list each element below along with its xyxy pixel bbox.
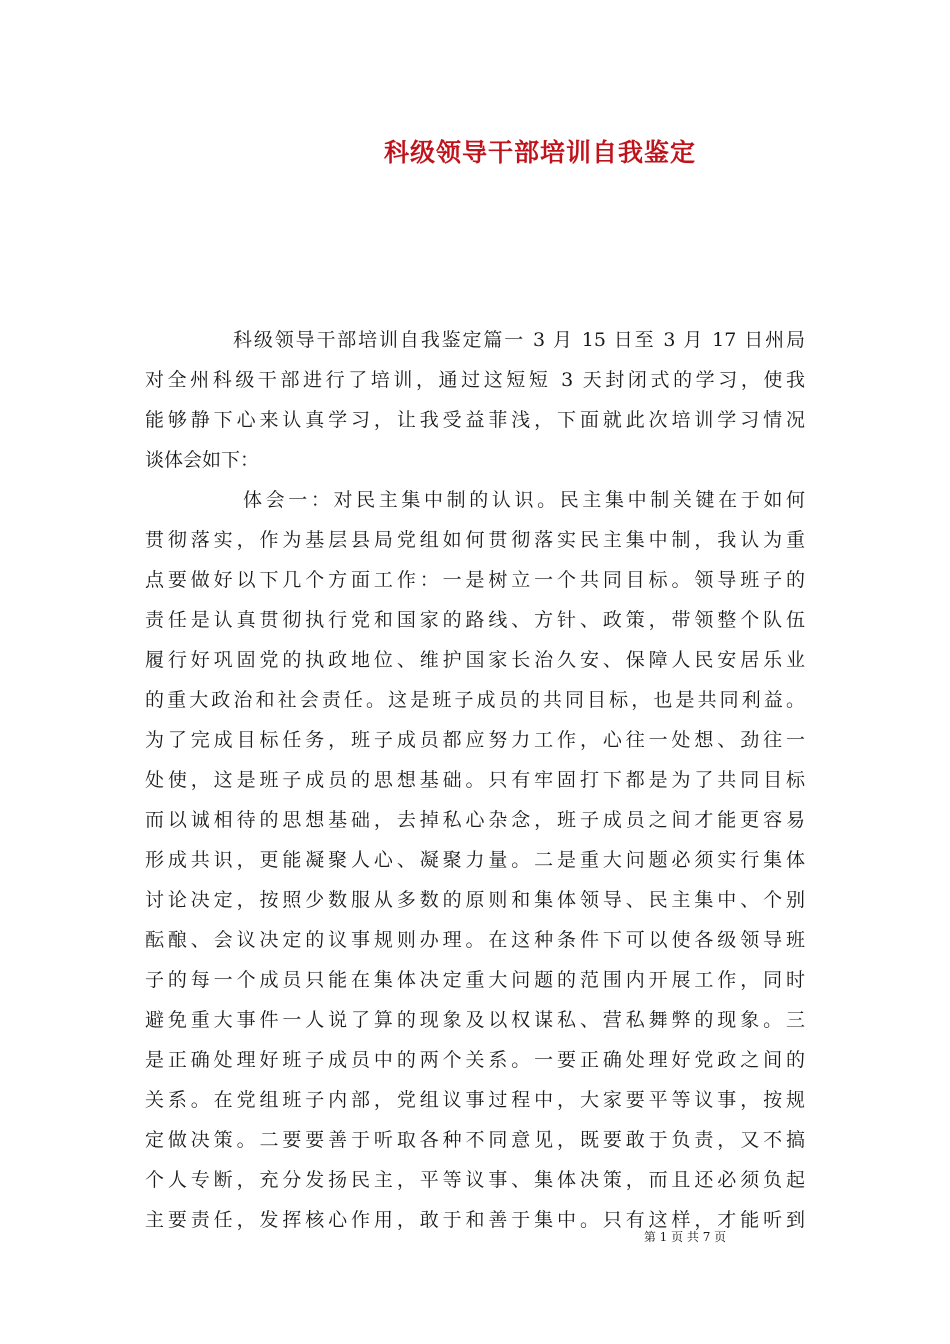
paragraph-line: 的重大政治和社会责任。这是班子成员的共同目标，也是共同利益。: [145, 689, 805, 711]
paragraph-line: 科级领导干部培训自我鉴定篇一 3 月 15 日至 3 月 17 日州局: [233, 329, 805, 351]
paragraph-line: 避免重大事件一人说了算的现象及以权谋私、营私舞弊的现象。三: [145, 1009, 805, 1031]
paragraph-line: 是正确处理好班子成员中的两个关系。一要正确处理好党政之间的: [145, 1049, 805, 1071]
page-number-footer: 第 1 页 共 7 页: [643, 1230, 727, 1244]
paragraph-line: 处使，这是班子成员的思想基础。只有牢固打下都是为了共同目标: [145, 769, 805, 791]
paragraph-line: 而以诚相待的思想基础，去掉私心杂念，班子成员之间才能更容易: [145, 809, 805, 831]
document-body: [145, 320, 805, 1240]
paragraph-line: 讨论决定，按照少数服从多数的原则和集体领导、民主集中、个别: [145, 889, 805, 911]
paragraph-line: 责任是认真贯彻执行党和国家的路线、方针、政策，带领整个队伍: [145, 609, 805, 631]
paragraph-line: 体会一：对民主集中制的认识。民主集中制关键在于如何: [243, 489, 805, 511]
document-title: 科级领导干部培训自我鉴定: [383, 138, 696, 167]
paragraph-line: 为了完成目标任务，班子成员都应努力工作，心往一处想、劲往一: [145, 729, 805, 751]
paragraph-line: 形成共识，更能凝聚人心、凝聚力量。二是重大问题必须实行集体: [145, 849, 805, 871]
paragraph-line: 主要责任，发挥核心作用，敢于和善于集中。只有这样，才能听到: [145, 1209, 805, 1231]
paragraph-line: 定做决策。二要要善于听取各种不同意见，既要敢于负责，又不搞: [145, 1129, 805, 1151]
paragraph-line: 点要做好以下几个方面工作：一是树立一个共同目标。领导班子的: [145, 569, 805, 591]
paragraph-line: 能够静下心来认真学习，让我受益菲浅，下面就此次培训学习情况: [145, 409, 805, 431]
paragraph-line: 子的每一个成员只能在集体决定重大问题的范围内开展工作，同时: [145, 969, 805, 991]
paragraph-line: 谈体会如下：: [145, 449, 260, 471]
paragraph-line: 对全州科级干部进行了培训，通过这短短 3 天封闭式的学习，使我: [145, 369, 805, 391]
paragraph-line: 贯彻落实，作为基层县局党组如何贯彻落实民主集中制，我认为重: [145, 529, 805, 551]
paragraph-line: 个人专断，充分发扬民主，平等议事、集体决策，而且还必须负起: [145, 1169, 805, 1191]
paragraph-line: 履行好巩固党的执政地位、维护国家长治久安、保障人民安居乐业: [145, 649, 805, 671]
paragraph-line: 酝酿、会议决定的议事规则办理。在这种条件下可以使各级领导班: [145, 929, 805, 951]
paragraph-line: 关系。在党组班子内部，党组议事过程中，大家要平等议事，按规: [145, 1089, 805, 1111]
